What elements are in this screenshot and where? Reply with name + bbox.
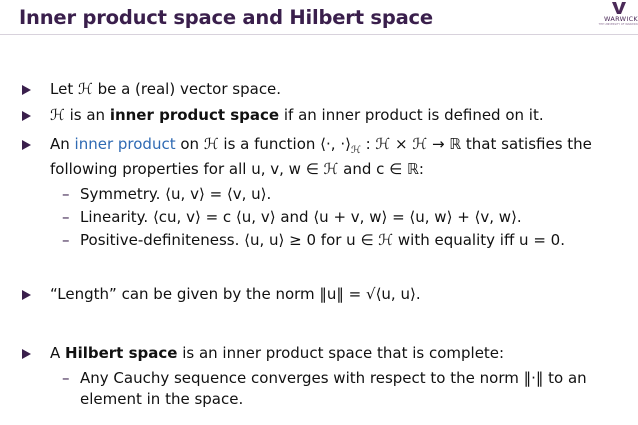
logo-wordmark: WARWICK [603,15,638,23]
slide: Inner product space and Hilbert space WARWICK THE UNIVERSITY OF WARWICK Let ℋ be a (real) vector space. ℋ is an inner product space if an inner product is defined on it. An inner product on ℋ is a function ⟨·, $\cdot⟩_ℋ$ : ℋ × ℋ → ℝ that satisfies the following properties for all u, v, w ∈ ℋ and c ∈ ℝ: – Symmetry. ⟨u, v⟩ = ⟨v, u⟩. – Linearity. ⟨cu, v⟩ = c ⟨u, v⟩ and ⟨u + v, w⟩ = ⟨u, w⟩ + ⟨v, w⟩. – Positive-definiteness. ⟨u, u⟩ ≥ 0 for u ∈ ℋ with equality iff u = 0. “Length” can be given by the norm ‖u‖ = √⟨u, u⟩. A Hilbert space is an inner product space that is complete: – Any Cauchy sequence converges with respect to the norm ‖·‖ to an element in the space. [0,0,638,425]
bullet-text: A Hilbert space is an inner product space that is complete: [50,344,505,362]
dash-icon: – [62,369,70,387]
bullet-text: ℋ is an inner product space if an inner product is defined on it. [50,106,544,124]
bullet-text-line2: following properties for all u, v, w ∈ ℋ and c ∈ ℝ: [50,160,424,178]
slide-header [0,0,638,34]
bullet-triangle-icon [22,140,31,150]
slide-title: Inner product space and Hilbert space [19,6,433,29]
inner-product-link[interactable]: inner product [74,135,176,153]
dash-icon: – [62,208,70,226]
bullet-triangle-icon [22,85,31,95]
logo-subtitle: THE UNIVERSITY OF WARWICK [598,23,638,26]
bullet-text: An inner product on ℋ is a function ⟨·, $\cdot⟩_ℋ$ : ℋ × ℋ → ℝ that satisfies the following properties for all u, v, w ∈ ℋ and c ∈ ℝ: [50,135,592,178]
term-inner-product-space: inner product space [109,106,280,124]
bullet-text: “Length” can be given by the norm ‖u‖ = √⟨u, u⟩. [50,285,421,303]
warwick-crest-icon [598,1,638,15]
bullet-triangle-icon [22,349,31,359]
bullet-triangle-icon [22,290,31,300]
term-hilbert-space: Hilbert space [65,344,178,362]
dash-icon: – [62,231,70,249]
bullet-triangle-icon [22,111,31,121]
dash-icon: – [62,185,70,203]
bullet-text: Let ℋ be a (real) vector space. [50,80,282,98]
warwick-logo [598,1,638,34]
header-divider [0,34,638,35]
